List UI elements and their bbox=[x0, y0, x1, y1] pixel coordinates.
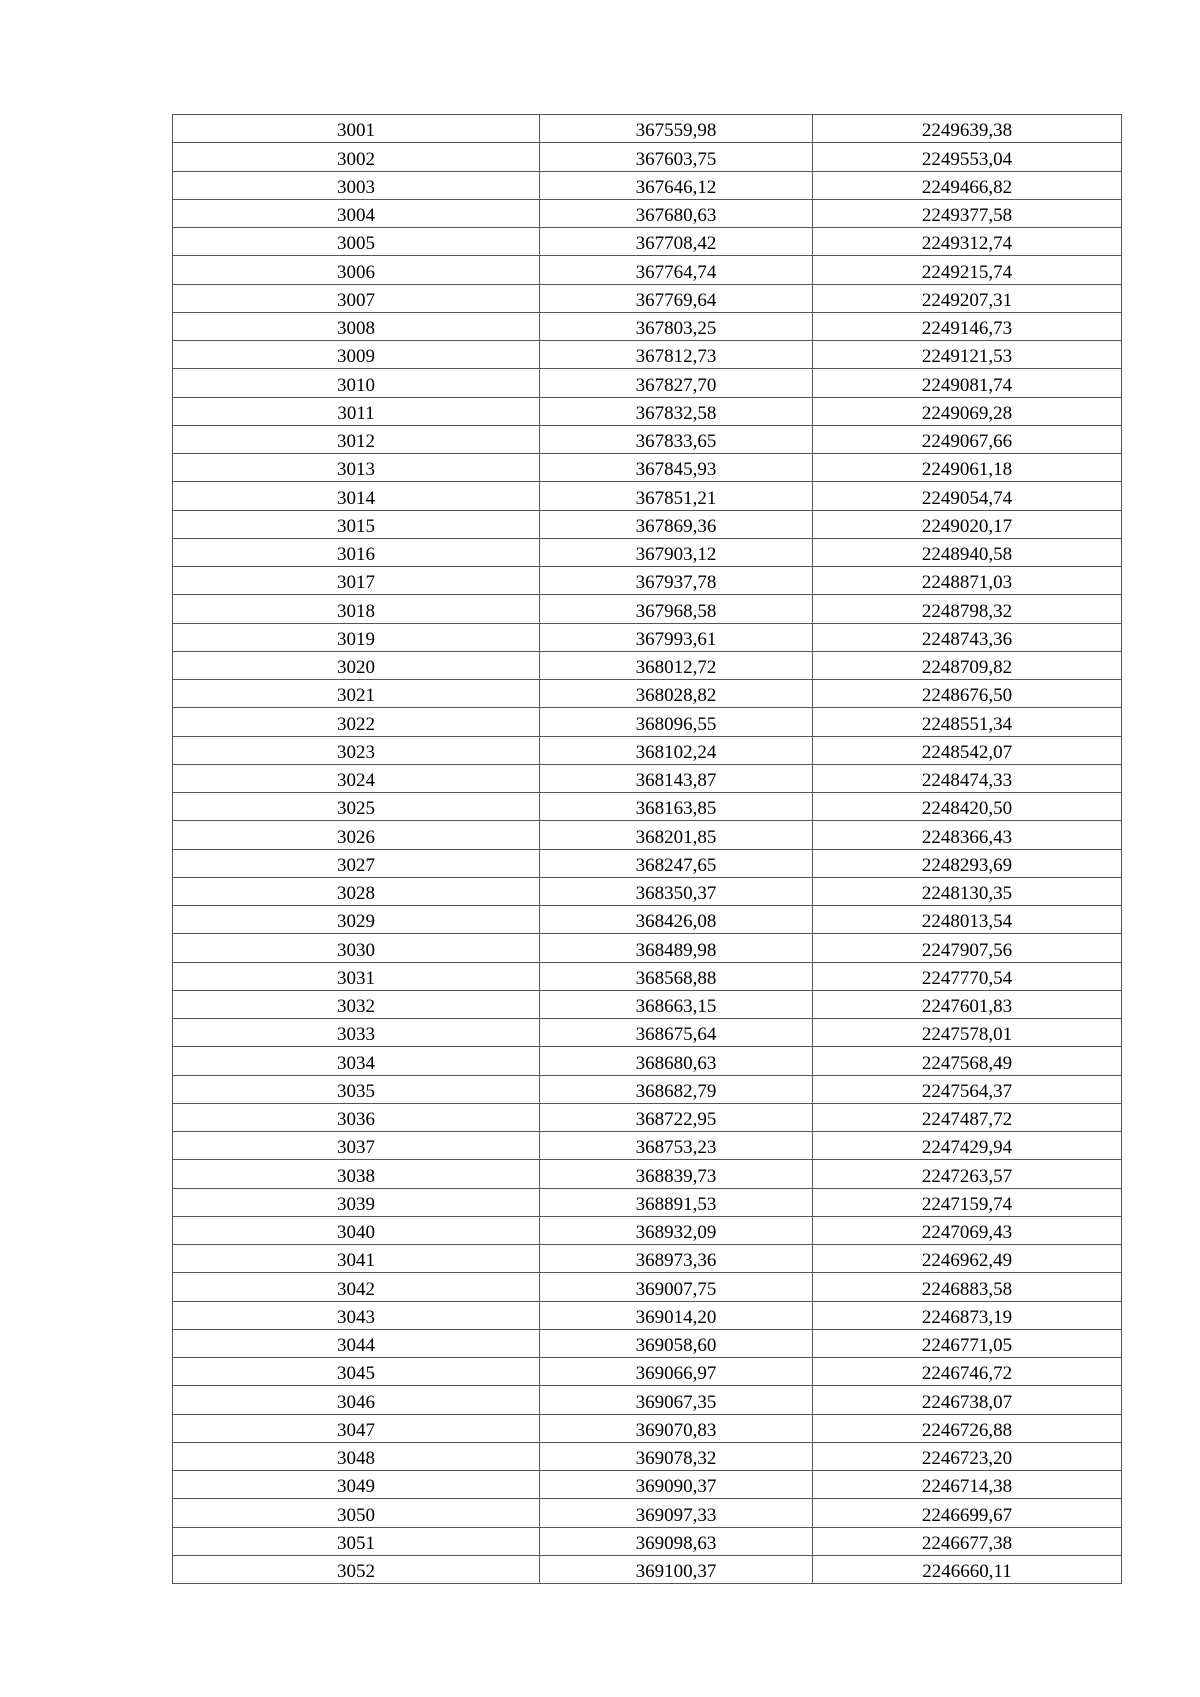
y-coordinate-cell: 2248130,35 bbox=[813, 877, 1122, 905]
point-number-cell: 3012 bbox=[173, 425, 540, 453]
y-coordinate-cell: 2246738,07 bbox=[813, 1386, 1122, 1414]
table-row bbox=[173, 341, 1122, 369]
point-number-cell: 3015 bbox=[173, 510, 540, 538]
y-coordinate-cell: 2247564,37 bbox=[813, 1075, 1122, 1103]
y-coordinate-cell: 2248940,58 bbox=[813, 538, 1122, 566]
y-coordinate-cell: 2249312,74 bbox=[813, 228, 1122, 256]
y-coordinate-cell: 2246726,88 bbox=[813, 1414, 1122, 1442]
table-row bbox=[173, 171, 1122, 199]
y-coordinate-cell: 2248013,54 bbox=[813, 906, 1122, 934]
y-coordinate-cell: 2246883,58 bbox=[813, 1273, 1122, 1301]
table-row bbox=[173, 1358, 1122, 1386]
table-row bbox=[173, 1245, 1122, 1273]
x-coordinate-cell: 367812,73 bbox=[540, 341, 813, 369]
point-number-cell: 3041 bbox=[173, 1245, 540, 1273]
point-number-cell: 3035 bbox=[173, 1075, 540, 1103]
x-coordinate-cell: 369058,60 bbox=[540, 1329, 813, 1357]
table-row bbox=[173, 1160, 1122, 1188]
x-coordinate-cell: 367769,64 bbox=[540, 284, 813, 312]
table-row bbox=[173, 623, 1122, 651]
table-row bbox=[173, 990, 1122, 1018]
x-coordinate-cell: 368350,37 bbox=[540, 877, 813, 905]
y-coordinate-cell: 2248676,50 bbox=[813, 680, 1122, 708]
table-row bbox=[173, 736, 1122, 764]
x-coordinate-cell: 367827,70 bbox=[540, 369, 813, 397]
x-coordinate-cell: 368839,73 bbox=[540, 1160, 813, 1188]
x-coordinate-cell: 367803,25 bbox=[540, 312, 813, 340]
x-coordinate-cell: 369014,20 bbox=[540, 1301, 813, 1329]
point-number-cell: 3033 bbox=[173, 1019, 540, 1047]
table-row bbox=[173, 454, 1122, 482]
point-number-cell: 3039 bbox=[173, 1188, 540, 1216]
x-coordinate-cell: 368722,95 bbox=[540, 1103, 813, 1131]
x-coordinate-cell: 367851,21 bbox=[540, 482, 813, 510]
point-number-cell: 3007 bbox=[173, 284, 540, 312]
point-number-cell: 3014 bbox=[173, 482, 540, 510]
y-coordinate-cell: 2247568,49 bbox=[813, 1047, 1122, 1075]
point-number-cell: 3045 bbox=[173, 1358, 540, 1386]
y-coordinate-cell: 2249639,38 bbox=[813, 115, 1122, 143]
x-coordinate-cell: 369100,37 bbox=[540, 1555, 813, 1583]
y-coordinate-cell: 2247487,72 bbox=[813, 1103, 1122, 1131]
point-number-cell: 3020 bbox=[173, 651, 540, 679]
table-row bbox=[173, 1442, 1122, 1470]
point-number-cell: 3001 bbox=[173, 115, 540, 143]
point-number-cell: 3034 bbox=[173, 1047, 540, 1075]
table-row bbox=[173, 369, 1122, 397]
point-number-cell: 3031 bbox=[173, 962, 540, 990]
y-coordinate-cell: 2246962,49 bbox=[813, 1245, 1122, 1273]
table-row bbox=[173, 906, 1122, 934]
point-number-cell: 3013 bbox=[173, 454, 540, 482]
y-coordinate-cell: 2247069,43 bbox=[813, 1216, 1122, 1244]
point-number-cell: 3029 bbox=[173, 906, 540, 934]
y-coordinate-cell: 2248293,69 bbox=[813, 849, 1122, 877]
y-coordinate-cell: 2248551,34 bbox=[813, 708, 1122, 736]
table-row bbox=[173, 680, 1122, 708]
table-row bbox=[173, 256, 1122, 284]
table-row bbox=[173, 962, 1122, 990]
x-coordinate-cell: 367832,58 bbox=[540, 397, 813, 425]
x-coordinate-cell: 367845,93 bbox=[540, 454, 813, 482]
point-number-cell: 3018 bbox=[173, 595, 540, 623]
x-coordinate-cell: 368891,53 bbox=[540, 1188, 813, 1216]
x-coordinate-cell: 368663,15 bbox=[540, 990, 813, 1018]
x-coordinate-cell: 368753,23 bbox=[540, 1132, 813, 1160]
point-number-cell: 3043 bbox=[173, 1301, 540, 1329]
table-row bbox=[173, 1188, 1122, 1216]
table-row bbox=[173, 567, 1122, 595]
table-row bbox=[173, 651, 1122, 679]
y-coordinate-cell: 2248798,32 bbox=[813, 595, 1122, 623]
x-coordinate-cell: 368096,55 bbox=[540, 708, 813, 736]
table-row bbox=[173, 708, 1122, 736]
x-coordinate-cell: 369066,97 bbox=[540, 1358, 813, 1386]
point-number-cell: 3022 bbox=[173, 708, 540, 736]
point-number-cell: 3025 bbox=[173, 793, 540, 821]
x-coordinate-cell: 368932,09 bbox=[540, 1216, 813, 1244]
y-coordinate-cell: 2249377,58 bbox=[813, 199, 1122, 227]
y-coordinate-cell: 2246660,11 bbox=[813, 1555, 1122, 1583]
table-row bbox=[173, 115, 1122, 143]
point-number-cell: 3028 bbox=[173, 877, 540, 905]
table-row bbox=[173, 510, 1122, 538]
point-number-cell: 3038 bbox=[173, 1160, 540, 1188]
table-row bbox=[173, 199, 1122, 227]
point-number-cell: 3047 bbox=[173, 1414, 540, 1442]
y-coordinate-cell: 2247601,83 bbox=[813, 990, 1122, 1018]
y-coordinate-cell: 2247770,54 bbox=[813, 962, 1122, 990]
point-number-cell: 3023 bbox=[173, 736, 540, 764]
y-coordinate-cell: 2249067,66 bbox=[813, 425, 1122, 453]
table-row bbox=[173, 1075, 1122, 1103]
table-row bbox=[173, 425, 1122, 453]
table-row bbox=[173, 793, 1122, 821]
y-coordinate-cell: 2246677,38 bbox=[813, 1527, 1122, 1555]
table-row bbox=[173, 595, 1122, 623]
y-coordinate-cell: 2249020,17 bbox=[813, 510, 1122, 538]
table-row bbox=[173, 228, 1122, 256]
table-row bbox=[173, 849, 1122, 877]
y-coordinate-cell: 2246873,19 bbox=[813, 1301, 1122, 1329]
y-coordinate-cell: 2249466,82 bbox=[813, 171, 1122, 199]
table-row bbox=[173, 1019, 1122, 1047]
y-coordinate-cell: 2248420,50 bbox=[813, 793, 1122, 821]
point-number-cell: 3049 bbox=[173, 1471, 540, 1499]
table-row bbox=[173, 764, 1122, 792]
table-row bbox=[173, 1499, 1122, 1527]
coordinate-table-body bbox=[173, 115, 1122, 1584]
point-number-cell: 3003 bbox=[173, 171, 540, 199]
point-number-cell: 3048 bbox=[173, 1442, 540, 1470]
x-coordinate-cell: 368489,98 bbox=[540, 934, 813, 962]
table-row bbox=[173, 1216, 1122, 1244]
point-number-cell: 3021 bbox=[173, 680, 540, 708]
table-row bbox=[173, 312, 1122, 340]
y-coordinate-cell: 2248743,36 bbox=[813, 623, 1122, 651]
table-row bbox=[173, 1301, 1122, 1329]
point-number-cell: 3037 bbox=[173, 1132, 540, 1160]
y-coordinate-cell: 2249121,53 bbox=[813, 341, 1122, 369]
x-coordinate-cell: 367603,75 bbox=[540, 143, 813, 171]
y-coordinate-cell: 2246771,05 bbox=[813, 1329, 1122, 1357]
table-row bbox=[173, 1273, 1122, 1301]
point-number-cell: 3050 bbox=[173, 1499, 540, 1527]
y-coordinate-cell: 2249215,74 bbox=[813, 256, 1122, 284]
y-coordinate-cell: 2247159,74 bbox=[813, 1188, 1122, 1216]
table-row bbox=[173, 284, 1122, 312]
table-row bbox=[173, 1471, 1122, 1499]
y-coordinate-cell: 2248366,43 bbox=[813, 821, 1122, 849]
x-coordinate-cell: 369078,32 bbox=[540, 1442, 813, 1470]
table-row bbox=[173, 934, 1122, 962]
point-number-cell: 3009 bbox=[173, 341, 540, 369]
x-coordinate-cell: 367764,74 bbox=[540, 256, 813, 284]
table-row bbox=[173, 1414, 1122, 1442]
y-coordinate-cell: 2249061,18 bbox=[813, 454, 1122, 482]
y-coordinate-cell: 2246699,67 bbox=[813, 1499, 1122, 1527]
point-number-cell: 3042 bbox=[173, 1273, 540, 1301]
table-row bbox=[173, 1555, 1122, 1583]
y-coordinate-cell: 2248709,82 bbox=[813, 651, 1122, 679]
point-number-cell: 3004 bbox=[173, 199, 540, 227]
y-coordinate-cell: 2246723,20 bbox=[813, 1442, 1122, 1470]
table-row bbox=[173, 1132, 1122, 1160]
x-coordinate-cell: 367968,58 bbox=[540, 595, 813, 623]
point-number-cell: 3006 bbox=[173, 256, 540, 284]
point-number-cell: 3044 bbox=[173, 1329, 540, 1357]
table-row bbox=[173, 1047, 1122, 1075]
x-coordinate-cell: 368682,79 bbox=[540, 1075, 813, 1103]
point-number-cell: 3030 bbox=[173, 934, 540, 962]
x-coordinate-cell: 368247,65 bbox=[540, 849, 813, 877]
point-number-cell: 3051 bbox=[173, 1527, 540, 1555]
table-row bbox=[173, 482, 1122, 510]
x-coordinate-cell: 369067,35 bbox=[540, 1386, 813, 1414]
point-number-cell: 3052 bbox=[173, 1555, 540, 1583]
point-number-cell: 3026 bbox=[173, 821, 540, 849]
point-number-cell: 3011 bbox=[173, 397, 540, 425]
point-number-cell: 3005 bbox=[173, 228, 540, 256]
x-coordinate-cell: 369098,63 bbox=[540, 1527, 813, 1555]
point-number-cell: 3046 bbox=[173, 1386, 540, 1414]
x-coordinate-cell: 368143,87 bbox=[540, 764, 813, 792]
point-number-cell: 3010 bbox=[173, 369, 540, 397]
x-coordinate-cell: 368028,82 bbox=[540, 680, 813, 708]
point-number-cell: 3027 bbox=[173, 849, 540, 877]
table-row bbox=[173, 1329, 1122, 1357]
y-coordinate-cell: 2246714,38 bbox=[813, 1471, 1122, 1499]
x-coordinate-cell: 367903,12 bbox=[540, 538, 813, 566]
table-row bbox=[173, 821, 1122, 849]
x-coordinate-cell: 368163,85 bbox=[540, 793, 813, 821]
x-coordinate-cell: 368973,36 bbox=[540, 1245, 813, 1273]
x-coordinate-cell: 368201,85 bbox=[540, 821, 813, 849]
table-row bbox=[173, 538, 1122, 566]
x-coordinate-cell: 368568,88 bbox=[540, 962, 813, 990]
x-coordinate-cell: 367937,78 bbox=[540, 567, 813, 595]
y-coordinate-cell: 2249069,28 bbox=[813, 397, 1122, 425]
x-coordinate-cell: 368680,63 bbox=[540, 1047, 813, 1075]
x-coordinate-cell: 367646,12 bbox=[540, 171, 813, 199]
point-number-cell: 3032 bbox=[173, 990, 540, 1018]
point-number-cell: 3019 bbox=[173, 623, 540, 651]
table-row bbox=[173, 1386, 1122, 1414]
x-coordinate-cell: 367680,63 bbox=[540, 199, 813, 227]
x-coordinate-cell: 367869,36 bbox=[540, 510, 813, 538]
y-coordinate-cell: 2249054,74 bbox=[813, 482, 1122, 510]
x-coordinate-cell: 367993,61 bbox=[540, 623, 813, 651]
table-row bbox=[173, 143, 1122, 171]
point-number-cell: 3017 bbox=[173, 567, 540, 595]
point-number-cell: 3024 bbox=[173, 764, 540, 792]
y-coordinate-cell: 2249207,31 bbox=[813, 284, 1122, 312]
point-number-cell: 3036 bbox=[173, 1103, 540, 1131]
y-coordinate-cell: 2249081,74 bbox=[813, 369, 1122, 397]
y-coordinate-cell: 2247263,57 bbox=[813, 1160, 1122, 1188]
coordinate-table bbox=[172, 114, 1122, 1584]
table-row bbox=[173, 1527, 1122, 1555]
y-coordinate-cell: 2247578,01 bbox=[813, 1019, 1122, 1047]
table-row bbox=[173, 877, 1122, 905]
x-coordinate-cell: 367708,42 bbox=[540, 228, 813, 256]
y-coordinate-cell: 2248871,03 bbox=[813, 567, 1122, 595]
x-coordinate-cell: 367833,65 bbox=[540, 425, 813, 453]
x-coordinate-cell: 369007,75 bbox=[540, 1273, 813, 1301]
y-coordinate-cell: 2248542,07 bbox=[813, 736, 1122, 764]
x-coordinate-cell: 368012,72 bbox=[540, 651, 813, 679]
x-coordinate-cell: 369070,83 bbox=[540, 1414, 813, 1442]
y-coordinate-cell: 2247907,56 bbox=[813, 934, 1122, 962]
x-coordinate-cell: 369097,33 bbox=[540, 1499, 813, 1527]
table-row bbox=[173, 1103, 1122, 1131]
y-coordinate-cell: 2249146,73 bbox=[813, 312, 1122, 340]
y-coordinate-cell: 2248474,33 bbox=[813, 764, 1122, 792]
x-coordinate-cell: 367559,98 bbox=[540, 115, 813, 143]
table-row bbox=[173, 397, 1122, 425]
y-coordinate-cell: 2249553,04 bbox=[813, 143, 1122, 171]
y-coordinate-cell: 2247429,94 bbox=[813, 1132, 1122, 1160]
y-coordinate-cell: 2246746,72 bbox=[813, 1358, 1122, 1386]
point-number-cell: 3008 bbox=[173, 312, 540, 340]
point-number-cell: 3040 bbox=[173, 1216, 540, 1244]
x-coordinate-cell: 368102,24 bbox=[540, 736, 813, 764]
x-coordinate-cell: 369090,37 bbox=[540, 1471, 813, 1499]
x-coordinate-cell: 368426,08 bbox=[540, 906, 813, 934]
point-number-cell: 3002 bbox=[173, 143, 540, 171]
point-number-cell: 3016 bbox=[173, 538, 540, 566]
x-coordinate-cell: 368675,64 bbox=[540, 1019, 813, 1047]
